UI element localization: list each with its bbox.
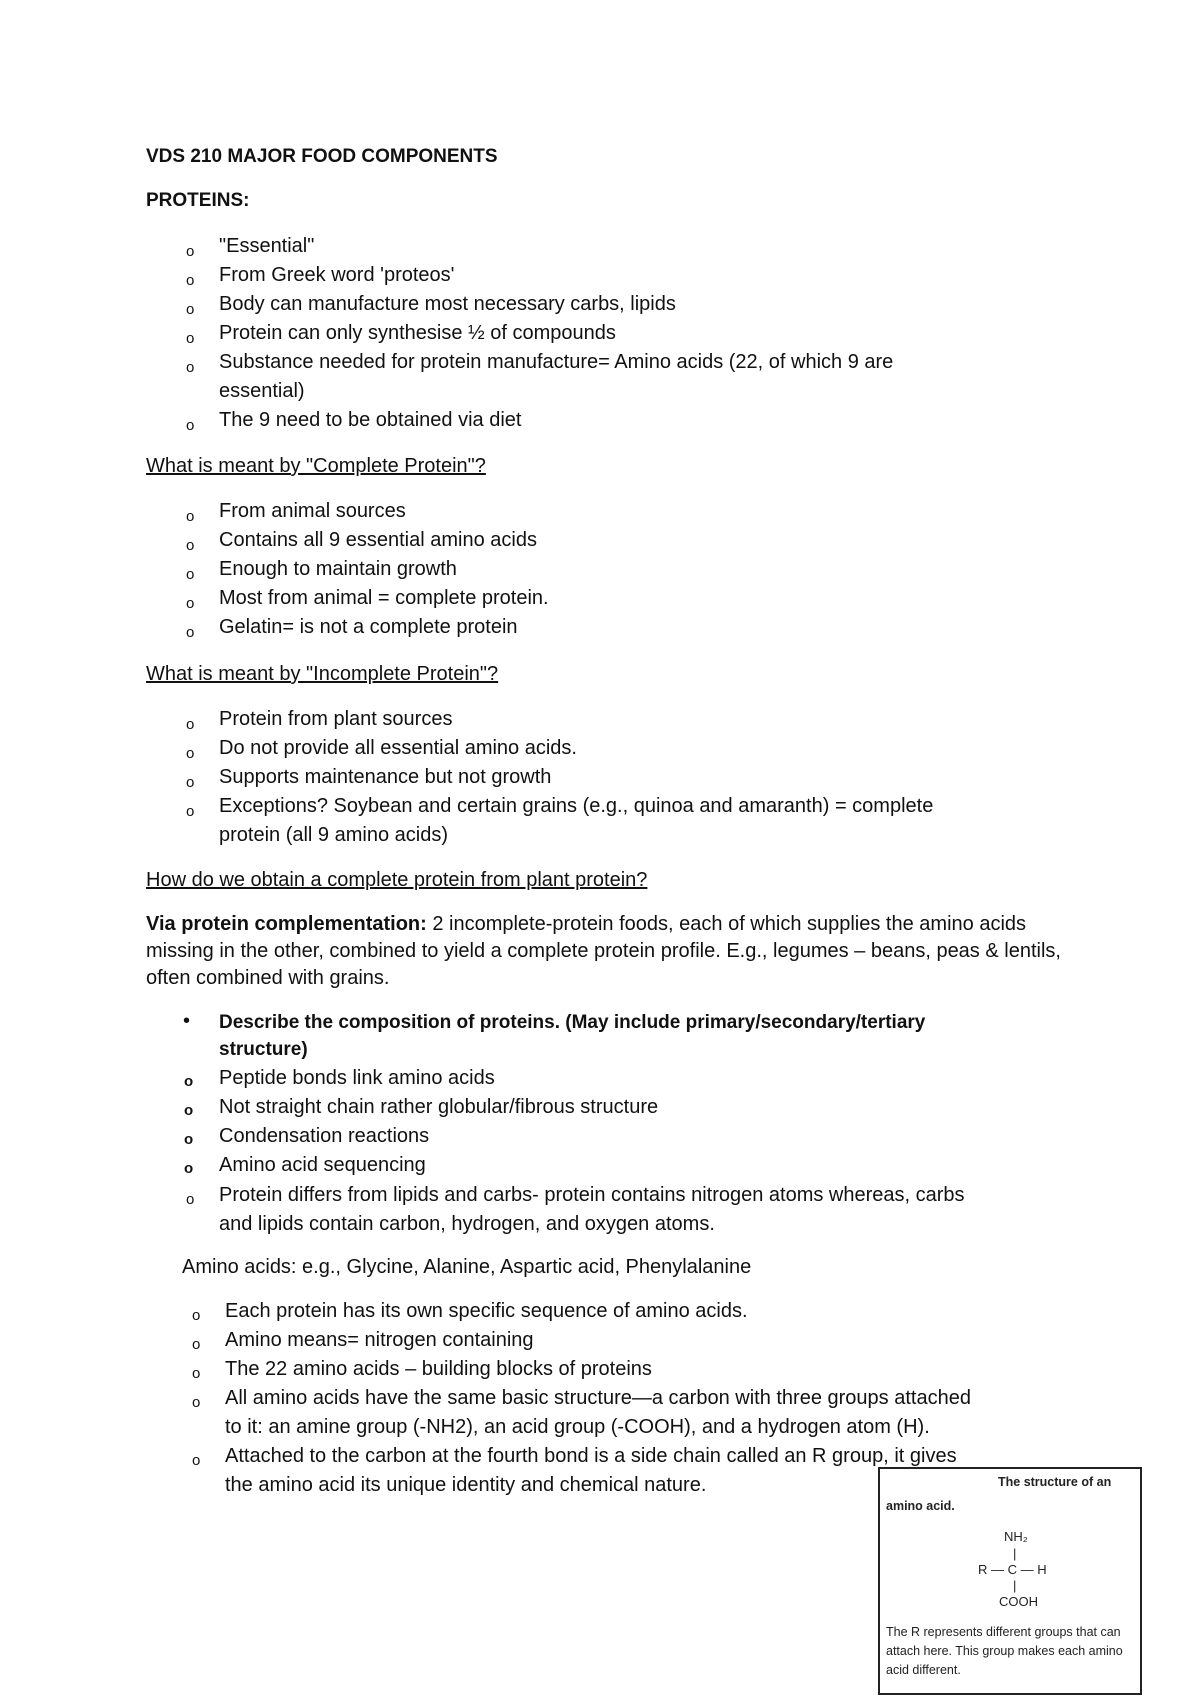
list-bullet: o bbox=[192, 1394, 201, 1411]
list-item: The 22 amino acids – building blocks of proteins bbox=[225, 1358, 652, 1380]
list-item-continuation: protein (all 9 amino acids) bbox=[219, 824, 448, 846]
list-item: Protein from plant sources bbox=[219, 708, 453, 730]
list-bullet: • bbox=[183, 1010, 191, 1032]
list-bullet: o bbox=[192, 1365, 201, 1382]
list-bullet: o bbox=[186, 272, 195, 289]
list-bullet: o bbox=[186, 745, 195, 762]
list-bullet: o bbox=[186, 595, 195, 612]
list-bullet: o bbox=[186, 774, 195, 791]
list-bullet: o bbox=[184, 1073, 194, 1090]
list-item: Not straight chain rather globular/fibrous structure bbox=[219, 1096, 659, 1118]
list-bullet: o bbox=[192, 1336, 201, 1353]
list-bullet: o bbox=[192, 1307, 201, 1324]
list-item: Enough to maintain growth bbox=[219, 558, 457, 580]
list-item: Gelatin= is not a complete protein bbox=[219, 616, 518, 638]
list-item: Each protein has its own specific sequence of amino acids. bbox=[225, 1300, 748, 1322]
list-bullet: o bbox=[186, 508, 195, 525]
list-bullet: o bbox=[184, 1160, 194, 1177]
list-item-continuation: the amino acid its unique identity and chemical nature. bbox=[225, 1474, 707, 1496]
list-bullet: o bbox=[186, 417, 195, 434]
cooh-group-label: COOH bbox=[999, 1594, 1038, 1609]
complementation-term: Via protein complementation: bbox=[146, 913, 427, 935]
incomplete-protein-heading: What is meant by "Incomplete Protein"? bbox=[146, 663, 499, 685]
list-bullet: o bbox=[186, 330, 195, 347]
nh2-group-label: NH₂ bbox=[1004, 1529, 1028, 1544]
list-item: Attached to the carbon at the fourth bond is a side chain called an R group, it gives bbox=[225, 1445, 957, 1467]
list-bullet: o bbox=[184, 1131, 194, 1148]
list-bullet: o bbox=[186, 716, 195, 733]
list-item: Most from animal = complete protein. bbox=[219, 587, 549, 609]
list-item: From Greek word 'proteos' bbox=[219, 264, 455, 286]
list-item: Body can manufacture most necessary carbs, lipids bbox=[219, 293, 676, 315]
complementation-definition: 2 incomplete-protein foods, each of which supplies the amino acids missing in the other, combined to yield a complete protein profile. E.g., legumes – beans, peas & lentils, often combined with grains. bbox=[146, 913, 1061, 989]
amino-acid-examples: Amino acids: e.g., Glycine, Alanine, Aspartic acid, Phenylalanine bbox=[182, 1256, 752, 1278]
list-item: Amino acid sequencing bbox=[219, 1154, 426, 1176]
list-item: "Essential" bbox=[219, 235, 315, 257]
central-carbon-row: R — C — H bbox=[978, 1562, 1047, 1577]
list-item: Peptide bonds link amino acids bbox=[219, 1067, 495, 1089]
list-item: The 9 need to be obtained via diet bbox=[219, 409, 522, 431]
list-item: All amino acids have the same basic structure—a carbon with three groups attached bbox=[225, 1387, 971, 1409]
list-bullet: o bbox=[186, 301, 195, 318]
list-bullet: o bbox=[186, 803, 195, 820]
complementation-paragraph bbox=[146, 911, 1076, 992]
bond-line: | bbox=[1013, 1578, 1017, 1593]
list-item: Exceptions? Soybean and certain grains (e.g., quinoa and amaranth) = complete bbox=[219, 795, 934, 817]
figure-title: The structure of an bbox=[998, 1475, 1112, 1489]
list-item: Contains all 9 essential amino acids bbox=[219, 529, 537, 551]
plant-protein-heading: How do we obtain a complete protein from plant protein? bbox=[146, 869, 648, 891]
amino-acid-structure-figure bbox=[878, 1467, 1142, 1695]
list-item: Protein differs from lipids and carbs- protein contains nitrogen atoms whereas, carbs bbox=[219, 1184, 965, 1206]
composition-prompt: Describe the composition of proteins. (May include primary/secondary/tertiary bbox=[219, 1012, 926, 1033]
list-bullet: o bbox=[186, 537, 195, 554]
list-item: Amino means= nitrogen containing bbox=[225, 1329, 534, 1351]
document-title: VDS 210 MAJOR FOOD COMPONENTS bbox=[146, 146, 498, 167]
list-item: Supports maintenance but not growth bbox=[219, 766, 552, 788]
list-bullet: o bbox=[192, 1452, 201, 1469]
list-item: Protein can only synthesise ½ of compounds bbox=[219, 322, 616, 344]
figure-title-continuation: amino acid. bbox=[886, 1499, 955, 1513]
proteins-heading: PROTEINS: bbox=[146, 190, 250, 211]
list-item-continuation: and lipids contain carbon, hydrogen, and oxygen atoms. bbox=[219, 1213, 715, 1235]
list-item-continuation: essential) bbox=[219, 380, 305, 402]
list-bullet: o bbox=[186, 624, 195, 641]
list-bullet: o bbox=[186, 1191, 195, 1208]
list-item-continuation: to it: an amine group (-NH2), an acid group (-COOH), and a hydrogen atom (H). bbox=[225, 1416, 930, 1438]
bond-line: | bbox=[1013, 1546, 1017, 1561]
list-bullet: o bbox=[186, 243, 195, 260]
list-item: Do not provide all essential amino acids. bbox=[219, 737, 577, 759]
figure-caption: The R represents different groups that can attach here. This group makes each amino acid different. bbox=[886, 1625, 1123, 1677]
complete-protein-heading: What is meant by "Complete Protein"? bbox=[146, 455, 486, 477]
list-bullet: o bbox=[186, 566, 195, 583]
list-bullet: o bbox=[186, 359, 195, 376]
list-bullet: o bbox=[184, 1102, 194, 1119]
composition-prompt-continuation: structure) bbox=[219, 1039, 308, 1060]
list-item: From animal sources bbox=[219, 500, 406, 522]
list-item: Condensation reactions bbox=[219, 1125, 430, 1147]
list-item: Substance needed for protein manufacture= Amino acids (22, of which 9 are bbox=[219, 351, 894, 373]
